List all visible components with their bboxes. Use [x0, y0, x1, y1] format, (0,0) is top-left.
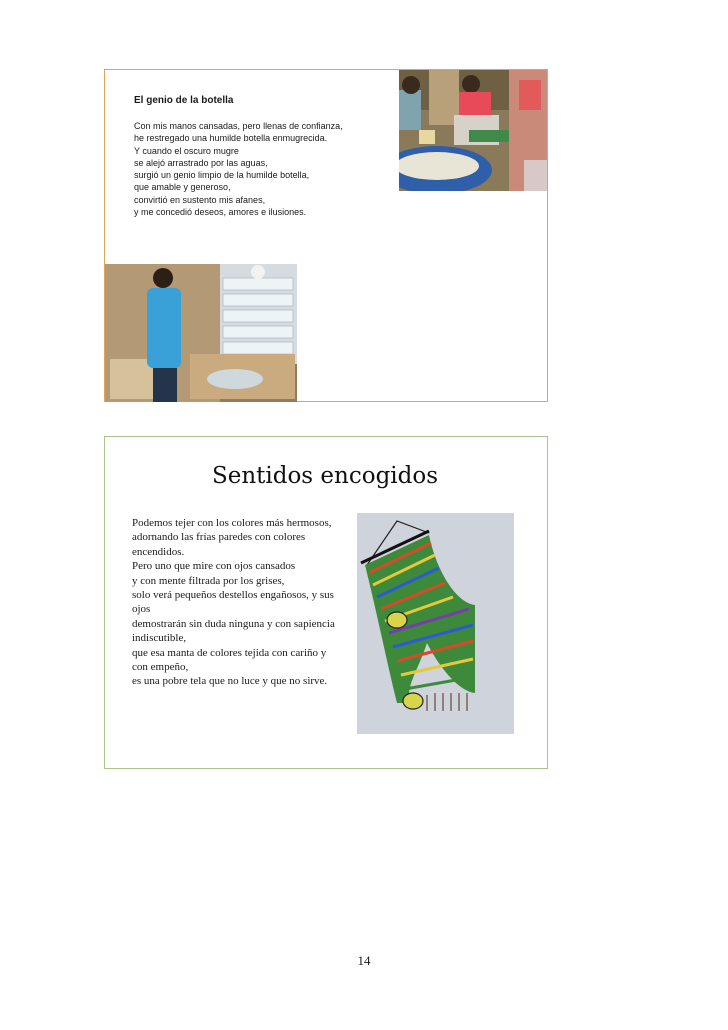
poem-line: he restregado una humilde botella enmugrecida.: [134, 133, 328, 144]
poem-line: Podemos tejer con los colores más hermosos,: [132, 517, 332, 529]
poem-line: y me concedió deseos, amores e ilusiones.: [134, 207, 307, 218]
bottles-photo: [105, 264, 297, 402]
poem-line: y con mente filtrada por los grises,: [132, 574, 285, 587]
page-number: 14: [357, 953, 371, 968]
market-photo: [399, 70, 547, 191]
poem-line: se alejó arrastrado por las aguas,: [134, 157, 268, 168]
poem-line: es una pobre tela que no luce y que no sirve.: [132, 675, 328, 688]
slide-title: Sentidos encogidos: [211, 463, 439, 489]
slide-genio-botella: [104, 69, 548, 402]
poem-line: que esa manta de colores tejida con cariño y con empeño,: [132, 646, 327, 674]
poem-line: demostrarán sin duda ninguna y con sapiencia indiscutible,: [132, 617, 335, 645]
slide-sentidos-encogidos: [104, 436, 548, 769]
weaving-drawing: [357, 513, 514, 734]
poem-text: [132, 516, 337, 689]
poem-line: Y cuando el oscuro mugre: [134, 145, 239, 156]
poem-line: solo verá pequeños destellos engañosos, y sus ojos: [132, 589, 334, 616]
poem-line: que amable y generoso,: [134, 182, 231, 193]
poem-line: adornando las frías paredes con colores encendidos.: [132, 531, 306, 558]
poem-line: surgió un genio limpio de la humilde botella,: [134, 170, 310, 181]
poem-line: convirtió en sustento mis afanes,: [134, 194, 266, 205]
poem-line: Pero uno que mire con ojos cansados: [132, 560, 296, 573]
poem-line: Con mis manos cansadas, pero llenas de confianza,: [134, 121, 343, 131]
poem-text: [134, 120, 396, 218]
slide-title: El genio de la botella: [134, 95, 234, 106]
